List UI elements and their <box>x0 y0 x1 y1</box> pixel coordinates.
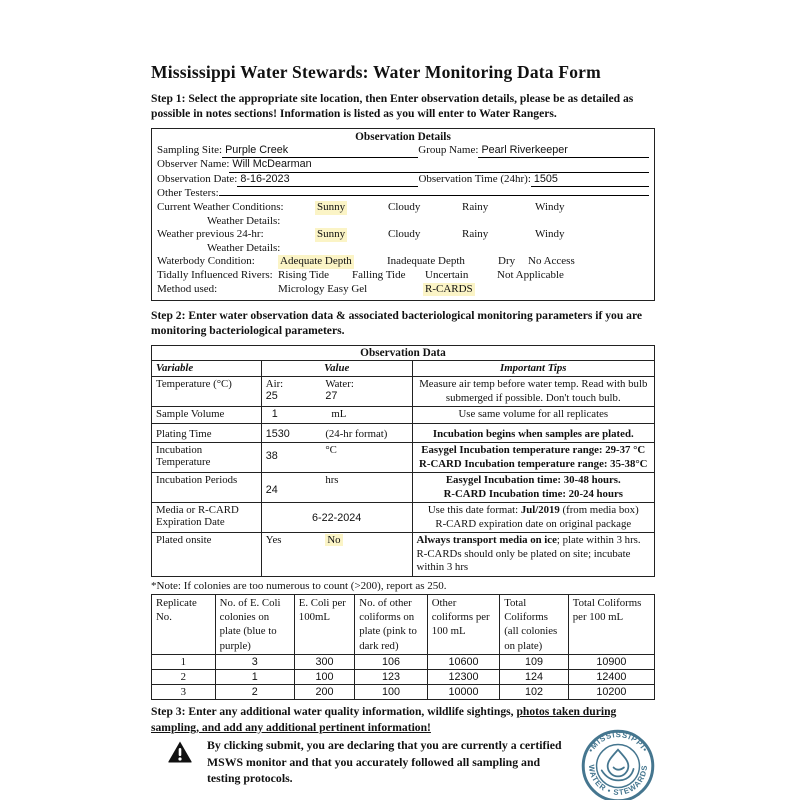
incubation-periods-value[interactable]: 24 <box>265 484 278 497</box>
incubation-temp-unit: °C <box>325 444 337 457</box>
weather-previous-row <box>157 228 649 242</box>
declaration-row <box>151 730 655 800</box>
rep1-other-100[interactable]: 10600 <box>427 654 499 669</box>
option-weather-prev-sunny[interactable]: Sunny <box>317 228 346 241</box>
col-header-variable: Variable <box>152 360 262 376</box>
rep2-ecoli-colonies[interactable]: 1 <box>215 669 294 684</box>
row-incubation-temperature <box>152 443 655 473</box>
observer-name-row <box>157 158 649 173</box>
method-label: Method used: <box>157 282 218 295</box>
observation-details-section <box>151 128 655 302</box>
water-label: Water: <box>325 378 354 391</box>
air-label: Air: <box>265 378 284 391</box>
rep1-total-100[interactable]: 10900 <box>568 654 654 669</box>
declaration-text: By clicking submit, you are declaring that you are currently a certified MSWS monitor and that you accurately followed all sampling and testing protocols. <box>207 738 562 786</box>
observation-date-value[interactable]: 8-16-2023 <box>240 172 290 185</box>
option-waterbody-dry[interactable]: Dry <box>498 255 516 268</box>
weather-details-label-2: Weather Details: <box>207 241 281 254</box>
group-name-value[interactable]: Pearl Riverkeeper <box>481 143 568 156</box>
rep1-total[interactable]: 109 <box>500 654 569 669</box>
incubation-periods-tip-2: R-CARD Incubation time: 20-24 hours <box>443 487 623 500</box>
observation-data-table <box>151 345 655 577</box>
replicate-row-3 <box>152 684 655 699</box>
rep-col-other-coliform-100: Other coliforms per 100 mL <box>427 594 499 654</box>
observer-name-value[interactable]: Will McDearman <box>232 158 312 171</box>
option-waterbody-adequate[interactable]: Adequate Depth <box>280 255 352 268</box>
row-incubation-periods <box>152 473 655 503</box>
option-method-rcards[interactable]: R-CARDS <box>425 282 473 295</box>
tidal-row <box>157 269 649 283</box>
option-current-weather-rainy[interactable]: Rainy <box>462 200 489 213</box>
expiration-variable: Media or R-CARD Expiration Date <box>152 503 262 533</box>
msws-logo <box>581 729 655 800</box>
rep3-other-100[interactable]: 10000 <box>427 684 499 699</box>
sample-volume-value[interactable]: 1 <box>271 408 278 421</box>
rep2-other-100[interactable]: 12300 <box>427 669 499 684</box>
rep-col-total-coliforms: Total Coliforms (all colonies on plate) <box>500 594 569 654</box>
replicate-row-1 <box>152 654 655 669</box>
rep1-no: 1 <box>152 654 216 669</box>
incubation-periods-tip-1: Easygel Incubation time: 30-48 hours. <box>445 474 621 487</box>
weather-details-row <box>157 215 649 229</box>
rep3-no: 3 <box>152 684 216 699</box>
current-weather-row <box>157 201 649 215</box>
temperature-variable: Temperature (°C) <box>152 377 262 407</box>
sample-volume-unit: mL <box>331 408 347 421</box>
option-current-weather-cloudy[interactable]: Cloudy <box>388 200 421 213</box>
option-tidal-falling[interactable]: Falling Tide <box>352 268 406 281</box>
observer-name-field[interactable] <box>229 158 649 173</box>
waterbody-condition-row <box>157 255 649 269</box>
plating-time-variable: Plating Time <box>152 423 262 442</box>
observation-date-label: Observation Date: <box>157 172 238 185</box>
weather-previous-label: Weather previous 24-hr: <box>157 228 264 241</box>
rep1-other-plate[interactable]: 106 <box>355 654 427 669</box>
sampling-site-field[interactable] <box>222 144 418 159</box>
row-sample-volume <box>152 407 655 423</box>
weather-details-label: Weather Details: <box>207 214 281 227</box>
row-expiration-date <box>152 503 655 533</box>
replicate-header-row <box>152 594 655 654</box>
observer-name-label: Observer Name: <box>157 158 230 171</box>
rep-col-replicate-no: Replicate No. <box>152 594 216 654</box>
option-tidal-rising[interactable]: Rising Tide <box>278 268 330 281</box>
current-weather-label: Current Weather Conditions: <box>157 200 284 213</box>
replicate-table <box>151 594 655 700</box>
rep3-other-plate[interactable]: 100 <box>355 684 427 699</box>
rep-col-other-coliform-plate: No. of other coliforms on plate (pink to dark red) <box>355 594 427 654</box>
rep3-ecoli-100[interactable]: 200 <box>294 684 354 699</box>
other-testers-field[interactable] <box>219 195 649 196</box>
option-tidal-not-applicable[interactable]: Not Applicable <box>497 268 564 281</box>
logo-top-text: •MISSISSIPPI• <box>586 730 650 755</box>
sampling-site-label: Sampling Site: <box>157 143 223 156</box>
option-current-weather-windy[interactable]: Windy <box>535 200 565 213</box>
option-waterbody-inadequate[interactable]: Inadequate Depth <box>387 255 465 268</box>
plated-onsite-tip: Always transport media on ice; plate within 3 hrs. R-CARDs should only be plated on site; incubate within 3 hrs <box>412 533 654 576</box>
expiration-tip-2: R-CARD expiration date on original package <box>435 517 632 530</box>
warning-icon <box>151 737 207 769</box>
rep2-total[interactable]: 124 <box>500 669 569 684</box>
expiration-tip-1: Use this date format: Jul/2019 (from media box) <box>427 504 639 517</box>
rep3-ecoli-colonies[interactable]: 2 <box>215 684 294 699</box>
rep2-no: 2 <box>152 669 216 684</box>
option-tidal-uncertain[interactable]: Uncertain <box>425 268 469 281</box>
incubation-periods-variable: Incubation Periods <box>152 473 262 503</box>
rep3-total-100[interactable]: 10200 <box>568 684 654 699</box>
option-plated-yes[interactable]: Yes <box>265 534 282 547</box>
air-temp-value[interactable]: 25 <box>265 390 278 403</box>
incubation-temp-variable: Incubation Temperature <box>152 443 262 473</box>
col-header-tips: Important Tips <box>412 360 654 376</box>
rep-col-ecoli-per-100: E. Coli per 100mL <box>294 594 354 654</box>
step1-instructions: Step 1: Select the appropriate site location, then Enter observation details, please be as detailed as possible in notes sections! Information is listed as you will enter to Water Rangers. <box>151 92 634 121</box>
rep2-ecoli-100[interactable]: 100 <box>294 669 354 684</box>
observation-time-label: Observation Time (24hr): <box>418 172 531 185</box>
option-weather-prev-windy[interactable]: Windy <box>535 228 565 241</box>
sample-volume-variable: Sample Volume <box>152 407 262 423</box>
rep1-ecoli-colonies[interactable]: 3 <box>215 654 294 669</box>
observation-time-value[interactable]: 1505 <box>533 172 558 185</box>
option-weather-prev-rainy[interactable]: Rainy <box>462 228 489 241</box>
rep2-other-plate[interactable]: 123 <box>355 669 427 684</box>
group-name-label: Group Name: <box>418 143 479 156</box>
sampling-site-row <box>157 144 649 159</box>
page-title: Mississippi Water Stewards: Water Monitoring Data Form <box>151 62 601 82</box>
rep1-ecoli-100[interactable]: 300 <box>294 654 354 669</box>
step2-instructions: Step 2: Enter water observation data & associated bacteriological monitoring parameters if you are monitoring bacteriological parameters. <box>151 309 643 338</box>
step3-instructions: Step 3: Enter any additional water quality information, wildlife sightings, photos taken during sampling, and add any additional pertinent information! <box>151 704 617 734</box>
row-temperature <box>152 377 655 407</box>
incubation-temp-value[interactable]: 38 <box>265 450 278 463</box>
incubation-periods-unit: hrs <box>325 474 339 487</box>
observation-date-field[interactable] <box>237 173 418 188</box>
tidal-label: Tidally Influenced Rivers: <box>157 268 273 281</box>
waterbody-condition-label: Waterbody Condition: <box>157 255 255 268</box>
plating-time-value[interactable]: 1530 <box>265 427 290 440</box>
observation-data-title: Observation Data <box>152 345 655 360</box>
row-plated-onsite <box>152 533 655 576</box>
option-plated-no[interactable]: No <box>327 534 341 547</box>
count-note: *Note: If colonies are too numerous to count (>200), report as 250. <box>151 579 447 592</box>
other-testers-row <box>157 187 649 201</box>
col-header-value: Value <box>261 360 412 376</box>
group-name-field[interactable] <box>478 144 649 159</box>
incubation-temp-tip-2: R-CARD Incubation temperature range: 35-38°C <box>419 457 648 470</box>
expiration-value[interactable]: 6-22-2024 <box>312 511 362 524</box>
option-method-easygel[interactable]: Micrology Easy Gel <box>278 282 368 295</box>
row-plating-time <box>152 423 655 442</box>
replicate-row-2 <box>152 669 655 684</box>
weather-details-row-2 <box>157 242 649 256</box>
incubation-temp-tip-1: Easygel Incubation temperature range: 29-37 °C <box>421 444 646 457</box>
rep3-total[interactable]: 102 <box>500 684 569 699</box>
observation-details-title: Observation Details <box>355 130 451 143</box>
temperature-tip: Measure air temp before water temp. Read with bulb submerged if possible. Don't touch bulb. <box>412 377 654 407</box>
plating-time-tip: Incubation begins when samples are plated. <box>412 423 654 442</box>
other-testers-label: Other Testers: <box>157 187 219 200</box>
plating-time-unit: (24-hr format) <box>325 427 388 440</box>
method-row <box>157 283 649 297</box>
option-weather-prev-cloudy[interactable]: Cloudy <box>388 228 421 241</box>
rep-col-ecoli-colonies: No. of E. Coli colonies on plate (blue to purple) <box>215 594 294 654</box>
sampling-site-value[interactable]: Purple Creek <box>225 143 289 156</box>
observation-date-row <box>157 173 649 188</box>
option-waterbody-no-access[interactable]: No Access <box>528 255 575 268</box>
water-temp-value[interactable]: 27 <box>325 390 338 403</box>
plated-onsite-variable: Plated onsite <box>152 533 262 576</box>
option-current-weather-sunny[interactable]: Sunny <box>317 200 346 213</box>
rep-col-total-coliforms-100: Total Coliforms per 100 mL <box>568 594 654 654</box>
sample-volume-tip: Use same volume for all replicates <box>412 407 654 423</box>
rep2-total-100[interactable]: 12400 <box>568 669 654 684</box>
logo-bottom-text: WATER • STEWARDS <box>586 764 649 798</box>
water-drop-hand-icon <box>602 750 634 781</box>
observation-time-field[interactable] <box>531 173 649 188</box>
